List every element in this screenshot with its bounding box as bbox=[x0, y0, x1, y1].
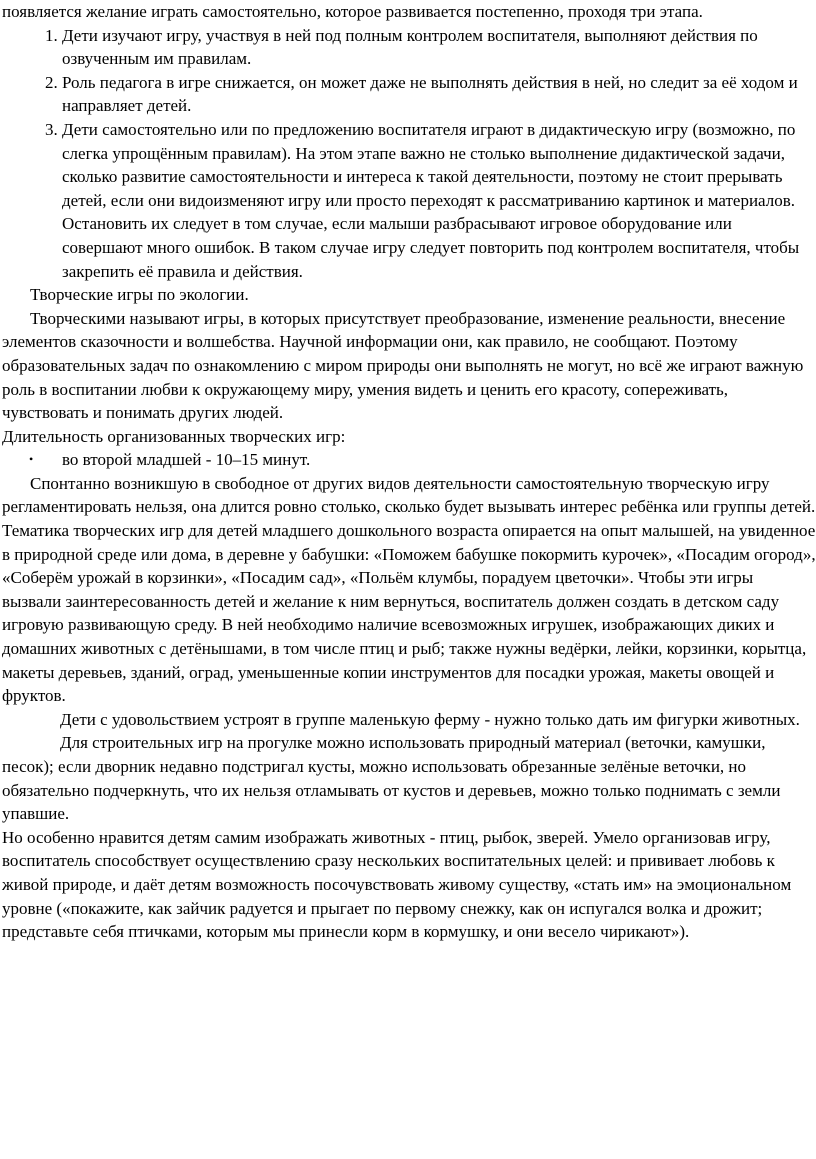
section-heading: Творческие игры по экологии. bbox=[30, 285, 249, 305]
paragraph-creative-games: Творческими называют игры, в которых присутствует преобразование, изменение реальности, внесение элементов сказочности и волшебства. Научной информации они, как правило, не сообщают. Поэтому образовательных задач по ознакомлению с миром природы они выполнять не могут, но всё же играют важную роль в воспитании любви к окружающему миру, умения видеть и ценить его красоту, сопереживать, чувствовать и понимать других людей. bbox=[2, 308, 804, 423]
paragraph-building-games: Для строительных игр на прогулке можно использовать природный материал (веточки, камушки, песок); если дворник недавно подстригал кусты, можно использовать обрезанные зелёные веточки, но обязательно подчеркнуть, что их нельзя отламывать от кустов и деревьев, можно только поднимать с земли упавшие. bbox=[2, 733, 781, 824]
list-item: 3. Дети самостоятельно или по предложению воспитателя играют в дидактическую игру (возможно, по слегка упрощённым правилам). На этом этапе важно не столько выполнение дидактической задачи, сколько развитие самостоятельности и интереса к такой деятельности, поэтому не стоит прерывать детей, если они видоизменяют игру или просто переходят к рассматриванию картинок и материалов. Остановить их следует в том случае, если малыши разбрасывают игровое оборудование или совершают много ошибок. В таком случае игру следует повторить под контролем воспитателя, чтобы закрепить её правила и действия. bbox=[62, 118, 816, 283]
list-item: 1. Дети изучают игру, участвуя в ней под полным контролем воспитателя, выполняют действия по озвученным им правилам. bbox=[62, 24, 816, 71]
list-item-text: во второй младшей - 10–15 минут. bbox=[62, 450, 311, 470]
duration-list bbox=[2, 448, 816, 472]
paragraph-spontaneous: Спонтанно возникшую в свободное от других видов деятельности самостоятельную творческую игру регламентировать нельзя, она длится ровно столько, сколько будет вызывать интерес ребёнка или группы детей. bbox=[2, 473, 816, 517]
list-item: 2. Роль педагога в игре снижается, он может даже не выполнять действия в ней, но следит за её ходом и направляет детей. bbox=[62, 71, 816, 118]
paragraph-farm: Дети с удовольствием устроят в группе маленькую ферму - нужно только дать им фигурки животных. bbox=[60, 709, 800, 729]
paragraph-duration: Длительность организованных творческих игр: bbox=[2, 426, 346, 446]
paragraph-imitation: Но особенно нравится детям самим изображать животных - птиц, рыбок, зверей. Умело организовав игру, воспитатель способствует осуществлению сразу нескольких воспитательных целей: и прививает любовь к живой природе, и даёт детям возможность посочувствовать живому существу, «стать им» на эмоциональном уровне («покажите, как зайчик радуется и прыгает по первому снежку, как он испугался волка и дрожит; представьте себя птичками, которым мы принесли корм в кормушку, и они весело чирикают»). bbox=[2, 827, 792, 942]
list-item bbox=[29, 448, 816, 472]
paragraph-intro: появляется желание играть самостоятельно, которое развивается постепенно, проходя три этапа. bbox=[2, 2, 703, 21]
stages-list bbox=[2, 24, 816, 284]
bullet-icon: • bbox=[29, 452, 34, 467]
paragraph-themes: Тематика творческих игр для детей младшего дошкольного возраста опирается на опыт малышей, на увиденное в природной среде или дома, в деревне у бабушки: «Поможем бабушке покормить курочек», «Посадим огород», «Соберём урожай в корзинки», «Посадим сад», «Польём клумбы, порадуем цветочки». Чтобы эти игры вызвали заинтересованность детей и желание к ним вернуться, воспитатель должен создать в детском саду игровую развивающую среду. В ней необходимо наличие всевозможных игрушек, изображающих диких и домашних животных с детёнышами, в том числе птиц и рыб; также нужны ведёрки, лейки, корзинки, корытца, макеты деревьев, зданий, оград, уменьшенные копии инструментов для посадки урожая, макеты овощей и фруктов. bbox=[2, 521, 816, 706]
